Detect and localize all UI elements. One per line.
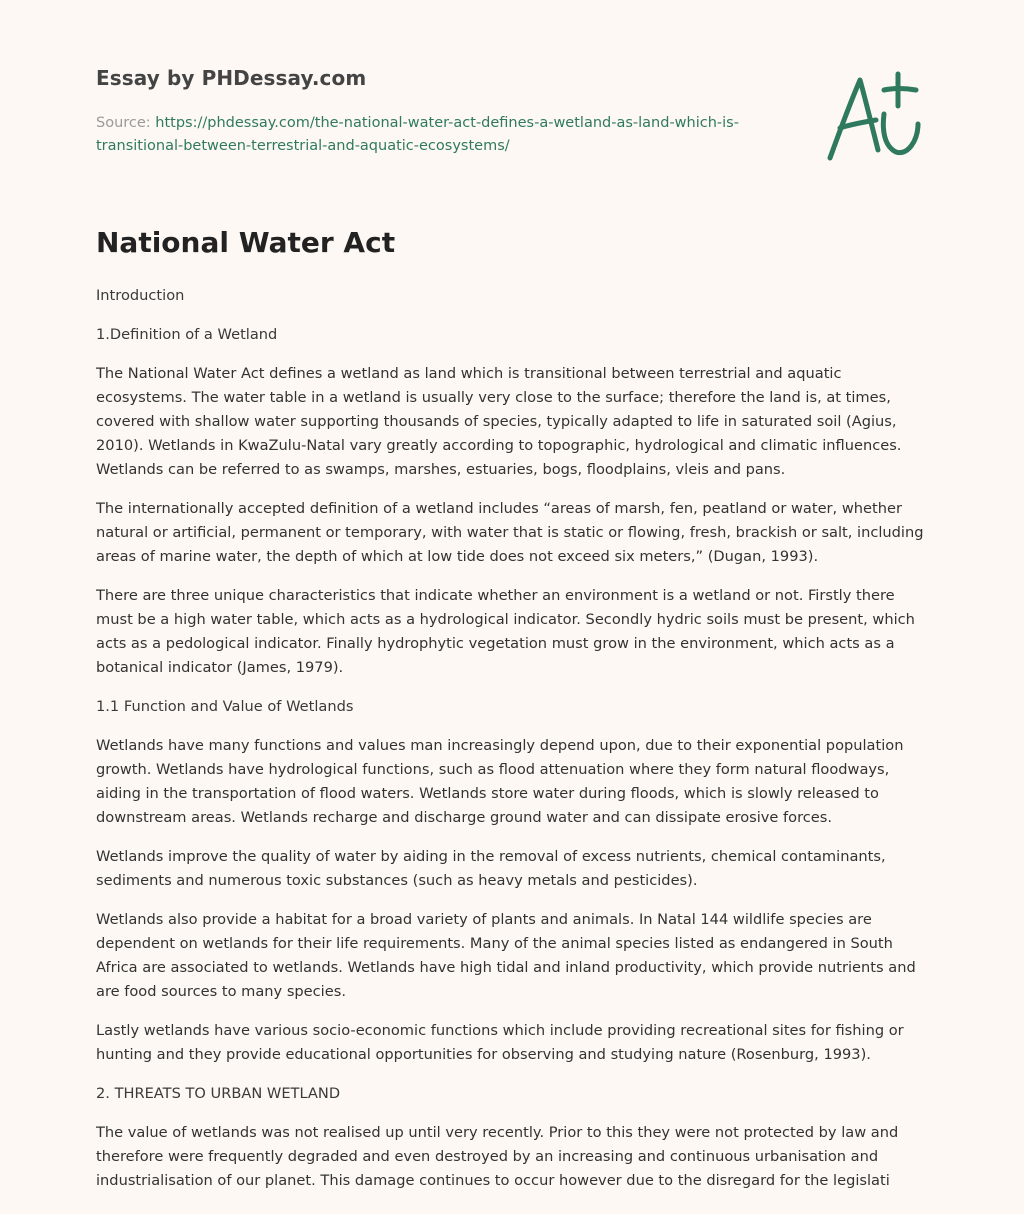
section-heading-introduction: Introduction bbox=[96, 287, 185, 304]
paragraph: Wetlands improve the quality of water by aiding in the removal of excess nutrients, chemical contaminants, sediments and numerous toxic substances (such as heavy metals and pesticides). bbox=[96, 848, 886, 889]
section-heading-definition: 1.Definition of a Wetland bbox=[96, 326, 278, 343]
essay-body bbox=[96, 284, 930, 1208]
paragraph: There are three unique characteristics that indicate whether an environment is a wetland or not. Firstly there must be a high water table, which acts as a hydrological indicator. Secondly hydric soils must be present, which acts as a pedological indicator. Finally hydrophytic vegetation must grow in the environment, which acts as a botanical indicator (James, 1979). bbox=[96, 587, 915, 676]
paragraph: Wetlands also provide a habitat for a broad variety of plants and animals. In Natal 144 wildlife species are dependent on wetlands for their life requirements. Many of the animal species listed as endangered in South Africa are associated to wetlands. Wetlands have high tidal and inland productivity, which provide nutrients and are food sources to many species. bbox=[96, 911, 916, 1000]
paragraph: The National Water Act defines a wetland as land which is transitional between terrestrial and aquatic ecosystems. The water table in a wetland is usually very close to the surface; therefore the land is, at times, covered with shallow water supporting thousands of species, typically adapted to life in saturated soil (Agius, 2010). Wetlands in KwaZulu-Natal vary greatly according to topographic, hydrological and climatic influences. Wetlands can be referred to as swamps, marshes, estuaries, bogs, floodplains, vleis and pans. bbox=[96, 365, 902, 478]
paragraph: Wetlands have many functions and values man increasingly depend upon, due to their exponential population growth. Wetlands have hydrological functions, such as flood attenuation where they form natural floodways, aiding in the transportation of flood waters. Wetlands store water during floods, which is slowly released to downstream areas. Wetlands recharge and discharge ground water and can dissipate erosive forces. bbox=[96, 737, 904, 826]
document-title: National Water Act bbox=[96, 226, 396, 259]
paragraph: The internationally accepted definition of a wetland includes “areas of marsh, fen, peatland or water, whether natural or artificial, permanent or temporary, with water that is static or flowing, fresh, brackish or salt, including areas of marine water, the depth of which at low tide does not exceed six meters,” (Dugan, 1993). bbox=[96, 500, 924, 565]
a-plus-logo-icon bbox=[818, 66, 928, 166]
paragraph: The value of wetlands was not realised up until very recently. Prior to this they were not protected by law and therefore were frequently degraded and even destroyed by an increasing and continuous urbanisation and industrialisation of our planet. This damage continues to occur however due to the disregard for the legislati bbox=[96, 1124, 899, 1189]
paragraph: Lastly wetlands have various socio-economic functions which include providing recreational sites for fishing or hunting and they provide educational opportunities for observing and studying nature (Rosenburg, 1993). bbox=[96, 1022, 904, 1063]
section-heading-function-value: 1.1 Function and Value of Wetlands bbox=[96, 698, 354, 715]
source-link[interactable]: https://phdessay.com/the-national-water-act-defines-a-wetland-as-land-which-is-transitional-between-terrestrial-and-aquatic-ecosystems/ bbox=[96, 115, 739, 154]
section-heading-threats: 2. THREATS TO URBAN WETLAND bbox=[96, 1085, 341, 1102]
source-label: Source: bbox=[96, 115, 151, 131]
site-title: Essay by PHDessay.com bbox=[96, 66, 367, 90]
source-line bbox=[96, 112, 786, 158]
